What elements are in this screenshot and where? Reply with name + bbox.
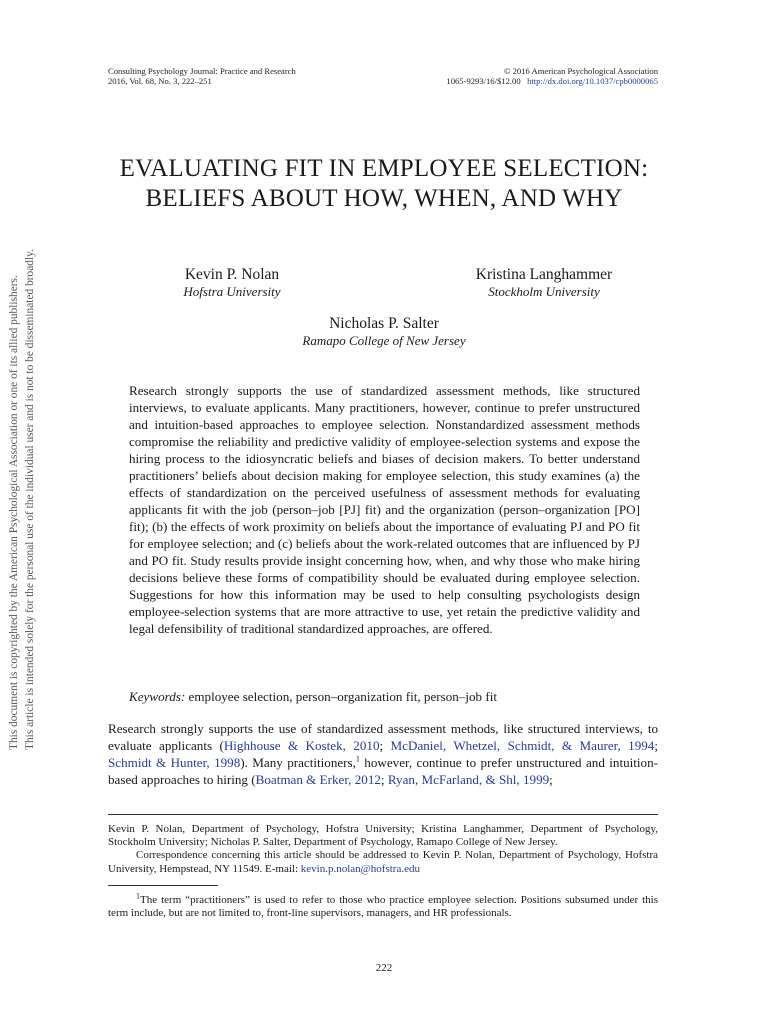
issn-price: 1065-9293/16/$12.00 [446,76,521,86]
journal-name: Consulting Psychology Journal: Practice and Research [108,66,296,76]
body-text-segment: however, continue to prefer unstructured and intuition-based approaches to hiring ( [108,755,658,787]
correspondence-text: Correspondence concerning this article should be addressed to Kevin P. Nolan, Department of Psychology, Hofstra University, Hempstead, NY 11549. E-mail: [108,849,658,875]
abstract: Research strongly supports the use of standardized assessment methods, like structured interviews, to evaluate applicants. Many practitioners, however, continue to prefer unstructured and intuition-based approaches to employee selection. Nonstandardized assessment methods compromise the reliability and predictive validity of employee-selection systems and expose the hiring process to the idiosyncratic beliefs and biases of decision makers. To better understand practitioners’ beliefs about decision making for employee selection, this study examines (a) the effects of standardization on the perceived usefulness of assessment methods for evaluating applicants fit with the job (person–job [PJ] fit) and the organization (person–organization [PO] fit); (b) the effects of work proximity on beliefs about the importance of evaluating PJ and PO fit for employee selection; and (c) beliefs about the work-related outcomes that are influenced by PJ and PO fit. Study results provide insight concerning how, when, and why those who make hiring decisions believe these forms of compatibility should be evaluated during employee selection. Suggestions for how this information may be used to help consulting psychologists design employee-selection systems that are more attractive to use, yet retain the predictive validity and legal defensibility of traditional standardized approaches, are offered. [129,383,640,636]
author-3 [264,314,504,349]
footnote-number: 1 [136,891,140,901]
sidebar-line-2: This article is intended solely for the personal use of the individual user and is not to be disseminated broadly. [24,249,36,750]
article-title: EVALUATING FIT IN EMPLOYEE SELECTION: BELIEFS ABOUT HOW, WHEN, AND WHY [119,155,649,212]
body-text-segment: Research strongly supports the use of standardized assessment methods, like structured interviews, to evaluate applicants ( [108,721,658,753]
journal-citation: 2016, Vol. 68, No. 3, 222–251 [108,76,212,86]
copyright-line: © 2016 American Psychological Association [503,66,658,76]
author-name: Kevin P. Nolan [184,266,280,283]
author-1 [112,265,352,300]
copyright-sidebar [6,230,38,750]
citation-link[interactable]: Schmidt & Hunter, 1998 [108,755,241,770]
correspondence-note [108,849,658,875]
footnote-text: The term “practitioners” is used to refer to those who practice employee selection. Positions subsumed under this term include, but are not limited to, front-line supervisors, managers, and HR professionals. [108,894,658,920]
body-text-segment: ; [654,738,658,753]
body-text-segment: ; [549,772,553,787]
keywords [129,688,649,705]
journal-header [108,66,296,86]
sidebar-line-1: This document is copyrighted by the American Psychological Association or one of its allied publishers. [8,275,20,750]
page-number: 222 [375,962,393,974]
doi-link[interactable]: http://dx.doi.org/10.1037/cpb0000065 [527,76,658,86]
author-name: Kristina Langhammer [475,266,613,283]
copyright-header [446,66,658,86]
author-affiliation: Hofstra University [183,284,281,299]
author-affiliation: Stockholm University [488,284,600,299]
issn-doi-line [446,76,658,86]
author-affiliation: Ramapo College of New Jersey [302,333,466,348]
citation-link[interactable]: Boatman & Erker, 2012 [255,772,381,787]
citation-link[interactable]: Ryan, McFarland, & Shl, 1999 [387,772,550,787]
footnote-short-divider [108,885,218,886]
footnote-divider [108,814,658,815]
email-link[interactable]: kevin.p.nolan@hofstra.edu [300,862,420,875]
body-text-segment: ; [379,738,391,753]
keywords-text: employee selection, person–organization fit, person–job fit [188,689,498,704]
citation-link[interactable]: Highhouse & Kostek, 2010 [223,738,380,753]
footnote-1 [108,891,658,920]
affiliation-note: Kevin P. Nolan, Department of Psychology, Hofstra University; Kristina Langhammer, Department of Psychology, Stockholm University; Nicholas P. Salter, Department of Psychology, Ramapo College of New Jersey. [108,823,658,849]
author-note [108,823,658,876]
keywords-label: Keywords: [129,689,186,704]
footnote-marker[interactable]: 1 [355,754,360,764]
body-text-segment: ). Many practitioners, [240,755,356,770]
body-text-segment: ; [380,772,388,787]
citation-link[interactable]: McDaniel, Whetzel, Schmidt, & Maurer, 1994 [390,738,655,753]
author-name: Nicholas P. Salter [329,315,439,332]
intro-paragraph [108,720,658,788]
author-2 [424,265,664,300]
